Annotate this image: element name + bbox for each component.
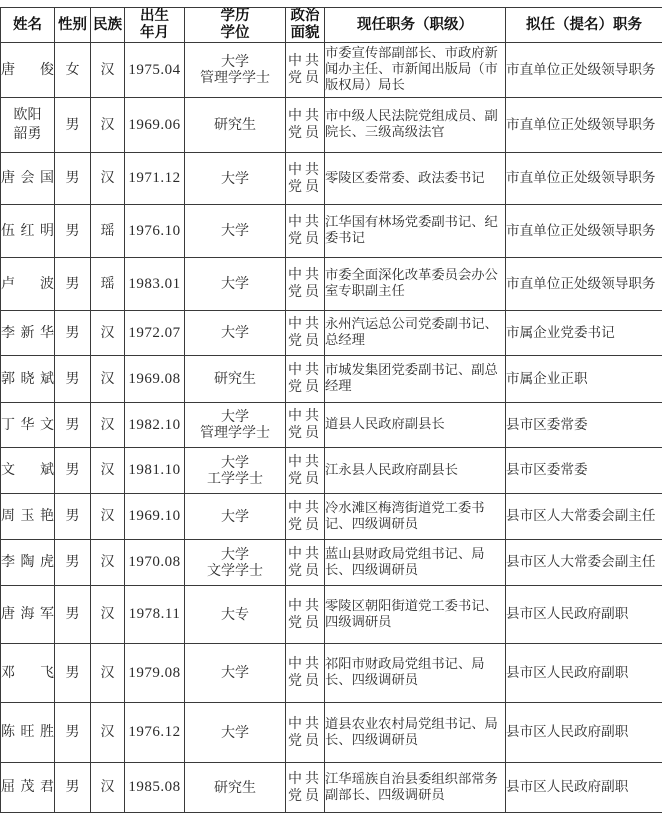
cell-party-line2: 党员 <box>286 231 324 248</box>
header-education <box>185 8 286 43</box>
cell-party <box>286 586 325 644</box>
cell-degree: 工学学士 <box>185 471 285 487</box>
cell-gender: 女 <box>55 43 91 98</box>
cell-gender: 男 <box>55 644 91 703</box>
cell-current-position: 零陵区委常委、政法委书记 <box>325 153 506 205</box>
cell-degree: 文学学士 <box>185 563 285 579</box>
candidate-roster-table <box>0 7 662 813</box>
cell-ethnicity: 汉 <box>91 703 125 763</box>
cell-party-line1: 中共 <box>286 656 324 673</box>
cell-proposed-position: 市直单位正处级领导职务 <box>506 43 662 98</box>
cell-birth: 1970.08 <box>125 540 185 586</box>
cell-name: 李陶虎 <box>1 540 55 586</box>
cell-gender: 男 <box>55 540 91 586</box>
cell-ethnicity: 汉 <box>91 586 125 644</box>
cell-ethnicity: 汉 <box>91 403 125 448</box>
cell-current-position: 祁阳市财政局党组书记、局长、四级调研员 <box>325 644 506 703</box>
cell-party-line2: 党员 <box>286 733 324 750</box>
table-row <box>1 258 662 311</box>
cell-name-line1: 欧阳 <box>1 106 54 125</box>
cell-name: 邓 飞 <box>1 644 55 703</box>
header-education-line1: 学历 <box>185 8 285 25</box>
header-party-line2: 面貌 <box>286 25 324 42</box>
cell-party-line2: 党员 <box>286 673 324 690</box>
cell-current-position: 江华国有林场党委副书记、纪委书记 <box>325 205 506 258</box>
cell-party <box>286 703 325 763</box>
cell-party <box>286 448 325 494</box>
cell-proposed-position: 县市区委常委 <box>506 448 662 494</box>
cell-gender: 男 <box>55 494 91 540</box>
cell-party-line1: 中共 <box>286 716 324 733</box>
cell-education: 研究生 <box>185 98 286 153</box>
cell-current-position: 江永县人民政府副县长 <box>325 448 506 494</box>
header-party-line1: 政治 <box>286 8 324 25</box>
cell-education <box>185 43 286 98</box>
cell-ethnicity: 汉 <box>91 98 125 153</box>
header-birth-line1: 出生 <box>125 8 184 25</box>
cell-party-line1: 中共 <box>286 408 324 425</box>
cell-party-line1: 中共 <box>286 598 324 615</box>
cell-party <box>286 43 325 98</box>
cell-party-line2: 党员 <box>286 284 324 301</box>
cell-gender: 男 <box>55 153 91 205</box>
cell-party-line2: 党员 <box>286 788 324 805</box>
cell-degree: 管理学学士 <box>185 70 285 86</box>
cell-current-position: 蓝山县财政局党组书记、局长、四级调研员 <box>325 540 506 586</box>
cell-party <box>286 540 325 586</box>
table-row <box>1 644 662 703</box>
cell-name: 周玉艳 <box>1 494 55 540</box>
cell-proposed-position: 市直单位正处级领导职务 <box>506 258 662 311</box>
cell-party-line1: 中共 <box>286 53 324 70</box>
cell-party-line1: 中共 <box>286 771 324 788</box>
cell-gender: 男 <box>55 586 91 644</box>
cell-party-line1: 中共 <box>286 454 324 471</box>
cell-name-line2: 韶勇 <box>1 125 54 144</box>
cell-education-line1: 大学 <box>185 409 285 425</box>
cell-name: 唐会国 <box>1 153 55 205</box>
cell-education-line1: 大学 <box>185 547 285 563</box>
cell-name: 文 斌 <box>1 448 55 494</box>
cell-ethnicity: 汉 <box>91 356 125 403</box>
cell-party <box>286 494 325 540</box>
cell-education: 大学 <box>185 258 286 311</box>
cell-ethnicity: 汉 <box>91 763 125 813</box>
cell-education: 大学 <box>185 703 286 763</box>
cell-education: 大学 <box>185 153 286 205</box>
cell-gender: 男 <box>55 356 91 403</box>
cell-birth: 1972.07 <box>125 311 185 356</box>
cell-party-line2: 党员 <box>286 179 324 196</box>
cell-party-line2: 党员 <box>286 125 324 142</box>
cell-current-position: 道县农业农村局党组书记、局长、四级调研员 <box>325 703 506 763</box>
cell-birth: 1978.11 <box>125 586 185 644</box>
header-current-position: 现任职务（职级） <box>325 8 506 43</box>
cell-gender: 男 <box>55 311 91 356</box>
cell-birth: 1969.06 <box>125 98 185 153</box>
cell-education: 大学 <box>185 205 286 258</box>
cell-birth: 1979.08 <box>125 644 185 703</box>
cell-party-line1: 中共 <box>286 162 324 179</box>
cell-party-line2: 党员 <box>286 471 324 488</box>
table-row <box>1 403 662 448</box>
cell-education: 大学 <box>185 311 286 356</box>
cell-ethnicity: 汉 <box>91 644 125 703</box>
cell-gender: 男 <box>55 258 91 311</box>
cell-current-position: 永州汽运总公司党委副书记、总经理 <box>325 311 506 356</box>
cell-party <box>286 153 325 205</box>
cell-birth: 1983.01 <box>125 258 185 311</box>
cell-current-position: 市委宣传部副部长、市政府新闻办主任、市新闻出版局（市版权局）局长 <box>325 43 506 98</box>
cell-birth: 1969.08 <box>125 356 185 403</box>
header-birth-line2: 年月 <box>125 25 184 42</box>
cell-birth: 1985.08 <box>125 763 185 813</box>
cell-education-line1: 大学 <box>185 54 285 70</box>
table-row <box>1 205 662 258</box>
cell-proposed-position: 市直单位正处级领导职务 <box>506 205 662 258</box>
cell-name: 卢 波 <box>1 258 55 311</box>
cell-ethnicity: 瑶 <box>91 258 125 311</box>
cell-birth: 1976.12 <box>125 703 185 763</box>
cell-gender: 男 <box>55 703 91 763</box>
cell-proposed-position: 市直单位正处级领导职务 <box>506 98 662 153</box>
header-birth <box>125 8 185 43</box>
cell-proposed-position: 县市区人民政府副职 <box>506 763 662 813</box>
header-education-line2: 学位 <box>185 25 285 42</box>
cell-name <box>1 98 55 153</box>
cell-birth: 1969.10 <box>125 494 185 540</box>
header-party <box>286 8 325 43</box>
cell-proposed-position: 县市区人民政府副职 <box>506 703 662 763</box>
table-row <box>1 311 662 356</box>
cell-party-line1: 中共 <box>286 362 324 379</box>
cell-party-line1: 中共 <box>286 267 324 284</box>
cell-education: 研究生 <box>185 763 286 813</box>
cell-proposed-position: 县市区委常委 <box>506 403 662 448</box>
cell-name: 屈茂君 <box>1 763 55 813</box>
table-row <box>1 540 662 586</box>
header-gender: 性别 <box>55 8 91 43</box>
cell-proposed-position: 市直单位正处级领导职务 <box>506 153 662 205</box>
cell-proposed-position: 市属企业正职 <box>506 356 662 403</box>
cell-party-line2: 党员 <box>286 615 324 632</box>
cell-current-position: 市中级人民法院党组成员、副院长、三级高级法官 <box>325 98 506 153</box>
cell-name: 唐 俊 <box>1 43 55 98</box>
cell-name: 陈旺胜 <box>1 703 55 763</box>
cell-party-line1: 中共 <box>286 214 324 231</box>
table-row <box>1 43 662 98</box>
table-row <box>1 153 662 205</box>
cell-party-line2: 党员 <box>286 517 324 534</box>
cell-current-position: 零陵区朝阳街道党工委书记、四级调研员 <box>325 586 506 644</box>
cell-party-line1: 中共 <box>286 108 324 125</box>
cell-name: 郭晓斌 <box>1 356 55 403</box>
cell-current-position: 市城发集团党委副书记、副总经理 <box>325 356 506 403</box>
cell-party <box>286 403 325 448</box>
cell-party-line1: 中共 <box>286 546 324 563</box>
cell-education: 大学 <box>185 494 286 540</box>
cell-party <box>286 763 325 813</box>
cell-proposed-position: 县市区人大常委会副主任 <box>506 540 662 586</box>
cell-gender: 男 <box>55 205 91 258</box>
cell-party-line1: 中共 <box>286 316 324 333</box>
cell-education-line1: 大学 <box>185 455 285 471</box>
cell-party <box>286 644 325 703</box>
table-row <box>1 98 662 153</box>
cell-ethnicity: 汉 <box>91 494 125 540</box>
cell-birth: 1976.10 <box>125 205 185 258</box>
cell-party-line2: 党员 <box>286 333 324 350</box>
cell-gender: 男 <box>55 763 91 813</box>
cell-education <box>185 448 286 494</box>
cell-name: 丁华文 <box>1 403 55 448</box>
cell-education: 大学 <box>185 644 286 703</box>
cell-ethnicity: 汉 <box>91 311 125 356</box>
cell-party-line2: 党员 <box>286 379 324 396</box>
cell-birth: 1971.12 <box>125 153 185 205</box>
cell-ethnicity: 瑶 <box>91 205 125 258</box>
table-row <box>1 494 662 540</box>
cell-name: 唐海军 <box>1 586 55 644</box>
cell-party <box>286 311 325 356</box>
cell-party-line2: 党员 <box>286 563 324 580</box>
cell-party-line2: 党员 <box>286 425 324 442</box>
cell-gender: 男 <box>55 403 91 448</box>
cell-name: 伍红明 <box>1 205 55 258</box>
cell-ethnicity: 汉 <box>91 153 125 205</box>
table-row <box>1 763 662 813</box>
table-row <box>1 586 662 644</box>
cell-proposed-position: 县市区人大常委会副主任 <box>506 494 662 540</box>
cell-education: 研究生 <box>185 356 286 403</box>
cell-gender: 男 <box>55 98 91 153</box>
cell-birth: 1975.04 <box>125 43 185 98</box>
cell-proposed-position: 县市区人民政府副职 <box>506 586 662 644</box>
cell-gender: 男 <box>55 448 91 494</box>
table-row <box>1 356 662 403</box>
cell-proposed-position: 市属企业党委书记 <box>506 311 662 356</box>
cell-party <box>286 205 325 258</box>
cell-current-position: 市委全面深化改革委员会办公室专职副主任 <box>325 258 506 311</box>
cell-education <box>185 403 286 448</box>
cell-ethnicity: 汉 <box>91 540 125 586</box>
cell-birth: 1981.10 <box>125 448 185 494</box>
cell-name: 李新华 <box>1 311 55 356</box>
cell-education <box>185 540 286 586</box>
cell-party <box>286 356 325 403</box>
header-proposed-position: 拟任（提名）职务 <box>506 8 662 43</box>
cell-ethnicity: 汉 <box>91 448 125 494</box>
cell-birth: 1982.10 <box>125 403 185 448</box>
cell-party <box>286 258 325 311</box>
cell-current-position: 江华瑶族自治县委组织部常务副部长、四级调研员 <box>325 763 506 813</box>
cell-proposed-position: 县市区人民政府副职 <box>506 644 662 703</box>
cell-degree: 管理学学士 <box>185 425 285 441</box>
table-row <box>1 448 662 494</box>
cell-party <box>286 98 325 153</box>
header-ethnicity: 民族 <box>91 8 125 43</box>
cell-current-position: 道县人民政府副县长 <box>325 403 506 448</box>
header-name: 姓名 <box>1 8 55 43</box>
table-row <box>1 703 662 763</box>
cell-party-line2: 党员 <box>286 70 324 87</box>
cell-current-position: 冷水滩区梅湾街道党工委书记、四级调研员 <box>325 494 506 540</box>
cell-party-line1: 中共 <box>286 500 324 517</box>
cell-ethnicity: 汉 <box>91 43 125 98</box>
header-row <box>1 8 662 43</box>
cell-education: 大专 <box>185 586 286 644</box>
